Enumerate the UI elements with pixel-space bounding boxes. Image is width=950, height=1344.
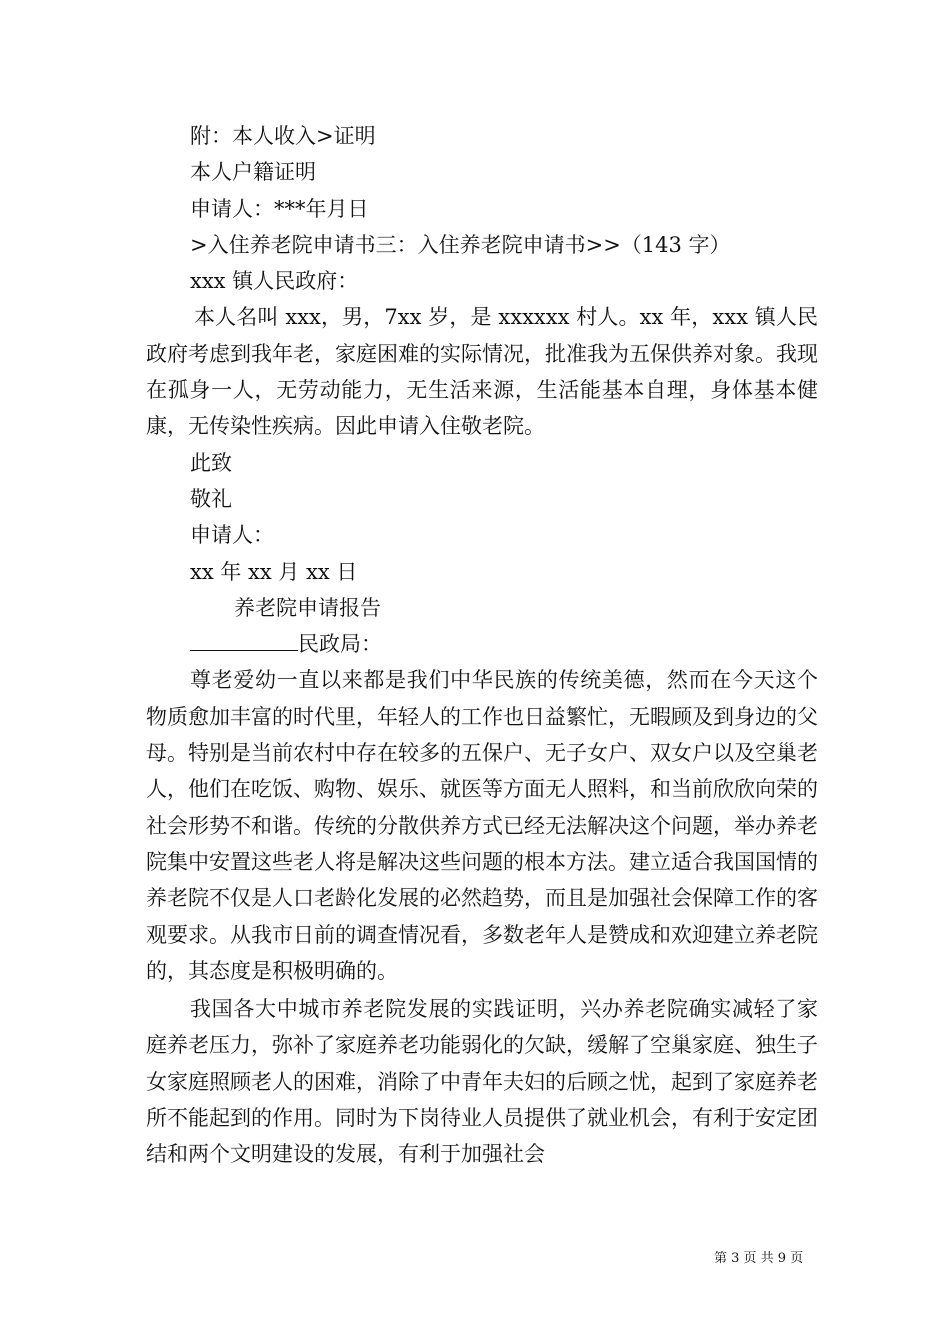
addressee-line: [146, 626, 818, 662]
report-paragraph-2: 我国各大中城市养老院发展的实践证明，兴办养老院确实减轻了家庭养老压力，弥补了家庭养老功能弱化的欠缺，缓解了空巢家庭、独生子女家庭照顾老人的困难，消除了中青年夫妇的后顾之忧，起到了家庭养老所不能起到的作用。同时为下岗待业人员提供了就业机会，有利于安定团结和两个文明建设的发展，有利于加强社会: [146, 997, 818, 1167]
household-proof-line: 本人户籍证明: [190, 160, 316, 185]
section-heading-line: >入住养老院申请书三：入住养老院申请书>>（143 字）: [190, 232, 731, 257]
closing-jingli: 敬礼: [190, 486, 232, 511]
attachment-line: 附：本人收入>证明: [190, 124, 376, 148]
blank-underline: [190, 626, 298, 651]
date-line: xx 年 xx 月 xx 日: [190, 559, 358, 584]
applicant-signature-line: 申请人：: [190, 523, 274, 548]
salutation-line: xxx 镇人民政府：: [190, 269, 359, 294]
document-body: [146, 118, 818, 1173]
report-paragraph-1: 尊老爱幼一直以来都是我们中华民族的传统美德，然而在今天这个物质愈加丰富的时代里，年轻人的工作也日益繁忙，无暇顾及到身边的父母。特别是当前农村中存在较多的五保户、无子女户、双女户以及空巢老人，他们在吃饭、购物、娱乐、就医等方面无人照料，和当前欣欣向荣的社会形势不和谐。传统的分散供养方式已经无法解决这个问题，举办养老院集中安置这些老人将是解决这些问题的根本方法。建立适合我国国情的养老院不仅是人口老龄化发展的必然趋势，而且是加强社会保障工作的客观要求。从我市日前的调查情况看，多数老年人是赞成和欢迎建立养老院的，其态度是积极明确的。: [146, 668, 818, 983]
applicant-date-line: 申请人：***年月日: [190, 196, 369, 221]
addressee-text: 民政局：: [298, 632, 382, 657]
closing-cizhi: 此致: [190, 450, 232, 475]
page-footer: 第 3 页 共 9 页: [714, 1251, 804, 1266]
report-title: 养老院申请报告: [234, 595, 381, 620]
application-paragraph: 本人名叫 xxx，男，7xx 岁，是 xxxxxx 村人。xx 年，xxx 镇人民政府考虑到我年老，家庭困难的实际情况，批准我为五保供养对象。我现在孤身一人，无劳动能力，无生活来源，生活能基本自理，身体基本健康，无传染性疾病。因此申请入住敬老院。: [146, 305, 818, 439]
